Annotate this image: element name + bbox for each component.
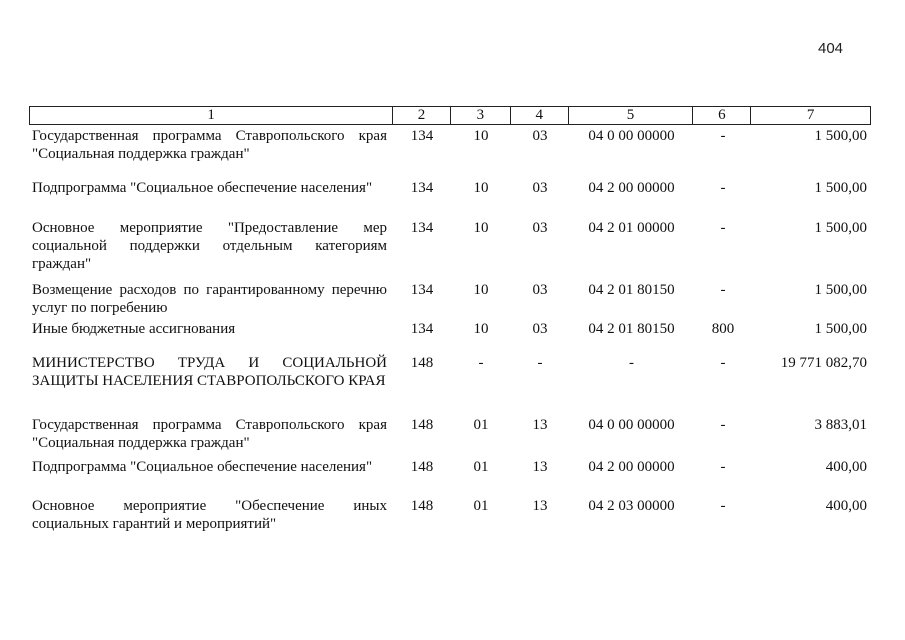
row-code-3: - (478, 355, 484, 371)
row-code-5: 04 2 01 00000 (588, 220, 675, 236)
row-code-4: 03 (532, 282, 548, 298)
row-code-4: 13 (532, 498, 548, 514)
row-code-2: 134 (410, 321, 434, 337)
row-amount: 1 500,00 (814, 321, 867, 337)
header-col-1: 1 (30, 107, 393, 124)
row-code-6: - (720, 417, 726, 433)
row-name: Возмещение расходов по гарантированному перечню услуг по погребению (32, 282, 387, 316)
table-row (29, 416, 871, 452)
row-code-5: 04 2 00 00000 (588, 180, 675, 196)
row-code-4: 03 (532, 128, 548, 144)
row-name: МИНИСТЕРСТВО ТРУДА И СОЦИАЛЬНОЙ ЗАЩИТЫ НАСЕЛЕНИЯ СТАВРОПОЛЬСКОГО КРАЯ (32, 355, 387, 389)
row-code-4: 03 (532, 321, 548, 337)
row-amount: 1 500,00 (814, 128, 867, 144)
row-code-5: 04 2 03 00000 (588, 498, 675, 514)
row-code-6: - (720, 355, 726, 371)
row-name: Государственная программа Ставропольского края "Социальная поддержка граждан" (32, 417, 387, 451)
row-code-3: 10 (473, 128, 489, 144)
row-amount: 3 883,01 (814, 417, 867, 433)
table-row (29, 458, 871, 476)
page-number: 404 (818, 40, 844, 57)
table-header (29, 106, 871, 125)
row-amount: 1 500,00 (814, 282, 867, 298)
row-code-2: 134 (410, 220, 434, 236)
row-name: Подпрограмма "Социальное обеспечение населения" (32, 180, 373, 196)
row-code-3: 01 (473, 459, 489, 475)
row-code-3: 01 (473, 498, 489, 514)
header-col-5: 5 (569, 107, 694, 124)
table-row (29, 127, 871, 163)
row-amount: 19 771 082,70 (780, 355, 867, 371)
table-row (29, 281, 871, 317)
header-col-2: 2 (393, 107, 451, 124)
row-name: Основное мероприятие "Обеспечение иных социальных гарантий и мероприятий" (32, 498, 387, 532)
row-code-6: - (720, 498, 726, 514)
table-row (29, 219, 871, 273)
table-row (29, 497, 871, 533)
row-code-2: 148 (410, 498, 434, 514)
row-code-4: 13 (532, 459, 548, 475)
row-code-3: 10 (473, 220, 489, 236)
table-row (29, 179, 871, 197)
row-code-5: 04 0 00 00000 (588, 128, 675, 144)
row-amount: 1 500,00 (814, 180, 867, 196)
row-code-2: 148 (410, 417, 434, 433)
row-code-2: 148 (410, 459, 434, 475)
row-code-3: 10 (473, 282, 489, 298)
row-code-4: 03 (532, 180, 548, 196)
header-col-3: 3 (451, 107, 511, 124)
row-amount: 1 500,00 (814, 220, 867, 236)
header-col-7: 7 (806, 107, 815, 123)
row-code-2: 134 (410, 180, 434, 196)
row-name: Иные бюджетные ассигнования (32, 321, 236, 337)
table-row (29, 354, 871, 390)
row-code-2: 134 (410, 282, 434, 298)
table-row (29, 320, 871, 338)
row-code-6: - (720, 282, 726, 298)
row-code-5: 04 2 00 00000 (588, 459, 675, 475)
row-name: Государственная программа Ставропольского края "Социальная поддержка граждан" (32, 128, 387, 162)
row-code-6: - (720, 128, 726, 144)
row-amount: 400,00 (825, 459, 867, 475)
row-code-3: 01 (473, 417, 489, 433)
header-col-4: 4 (511, 107, 569, 124)
row-code-5: 04 0 00 00000 (588, 417, 675, 433)
row-code-4: - (537, 355, 543, 371)
row-name: Основное мероприятие "Предоставление мер социальной поддержки отдельным категориям граждан" (32, 220, 387, 272)
row-code-5: 04 2 01 80150 (588, 321, 675, 337)
row-code-6: 800 (711, 321, 735, 337)
row-code-6: - (720, 220, 726, 236)
row-code-5: - (629, 355, 634, 371)
row-name: Подпрограмма "Социальное обеспечение населения" (32, 459, 373, 475)
row-code-6: - (720, 180, 726, 196)
row-code-2: 148 (410, 355, 434, 371)
row-code-4: 03 (532, 220, 548, 236)
row-code-2: 134 (410, 128, 434, 144)
row-code-5: 04 2 01 80150 (588, 282, 675, 298)
header-col-6: 6 (693, 107, 751, 124)
row-code-6: - (720, 459, 726, 475)
row-code-3: 10 (473, 180, 489, 196)
row-amount: 400,00 (825, 498, 867, 514)
row-code-3: 10 (473, 321, 489, 337)
row-code-4: 13 (532, 417, 548, 433)
